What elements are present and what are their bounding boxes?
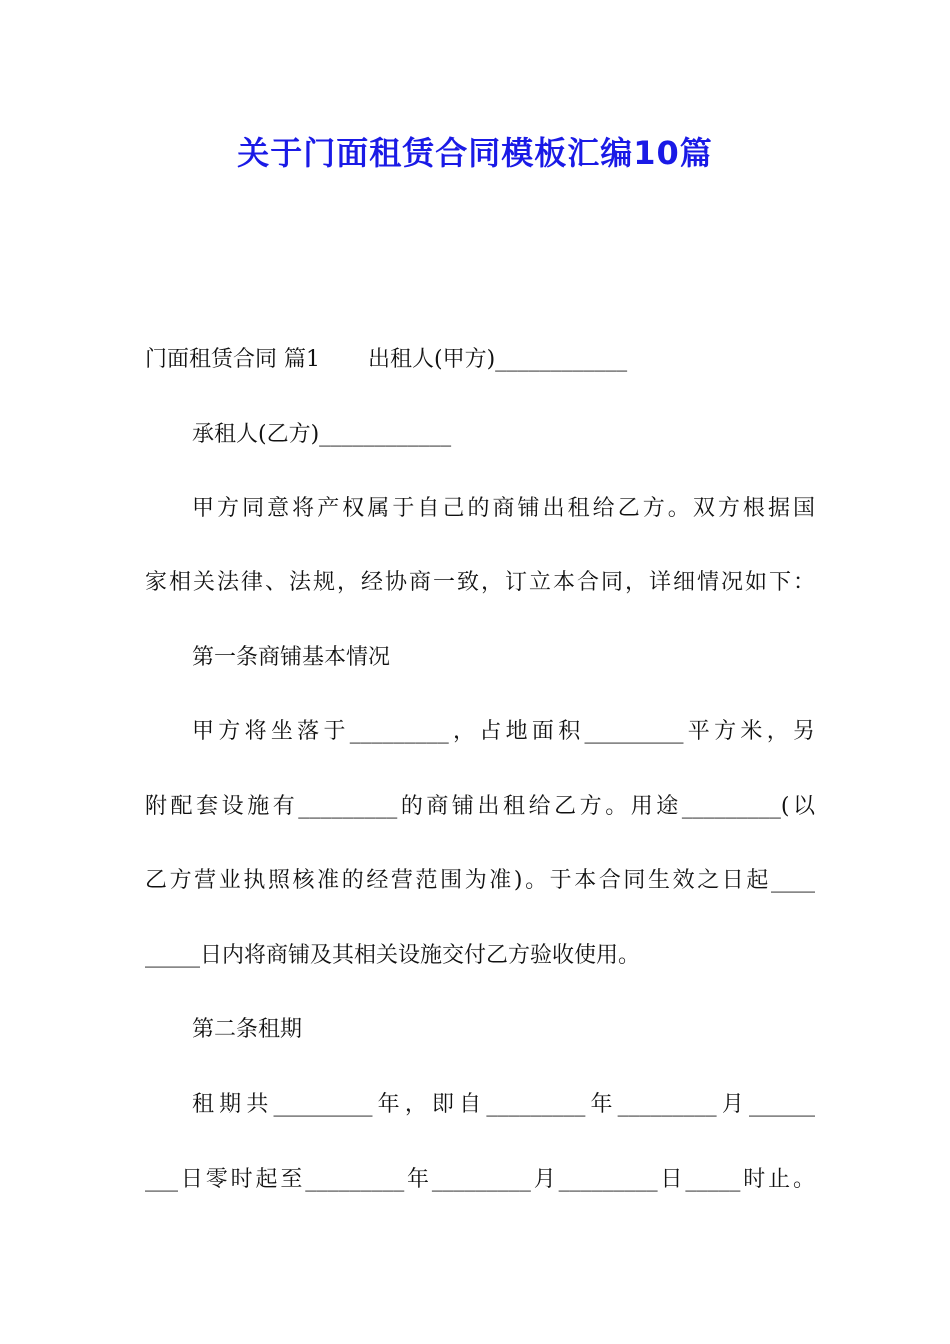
article-2-heading: 第二条租期 [192, 1017, 303, 1042]
section-heading: 门面租赁合同 篇1 [145, 347, 320, 372]
paragraph-line-1: 甲方同意将产权属于自己的商铺出租给乙方。双方根据国 [192, 496, 815, 521]
paragraph-line-5: 乙方营业执照核准的经营范围为准)。于本合同生效之日起____ [145, 868, 815, 893]
lessee-line: 承租人(乙方)____________ [192, 422, 452, 447]
document-title: 关于门面租赁合同模板汇编10篇 [237, 134, 713, 172]
paragraph-line-6: _____日内将商铺及其相关设施交付乙方验收使用。 [145, 943, 641, 968]
section-heading-line [145, 345, 815, 375]
paragraph-line-2: 家相关法律、法规，经协商一致，订立本合同，详细情况如下： [145, 570, 815, 595]
article-1-heading: 第一条商铺基本情况 [192, 645, 391, 670]
paragraph-line-4: 附配套设施有_________的商铺出租给乙方。用途_________(以 [145, 794, 815, 819]
lessor-line: 出租人(甲方)____________ [368, 347, 628, 372]
paragraph-line-7: 租期共_________年，即自_________年_________月______ [192, 1092, 815, 1117]
paragraph-line-8: ___日零时起至_________年_________月_________日_____时止。 [145, 1167, 815, 1192]
paragraph-line-3: 甲方将坐落于_________，占地面积_________平方米，另 [192, 719, 815, 744]
